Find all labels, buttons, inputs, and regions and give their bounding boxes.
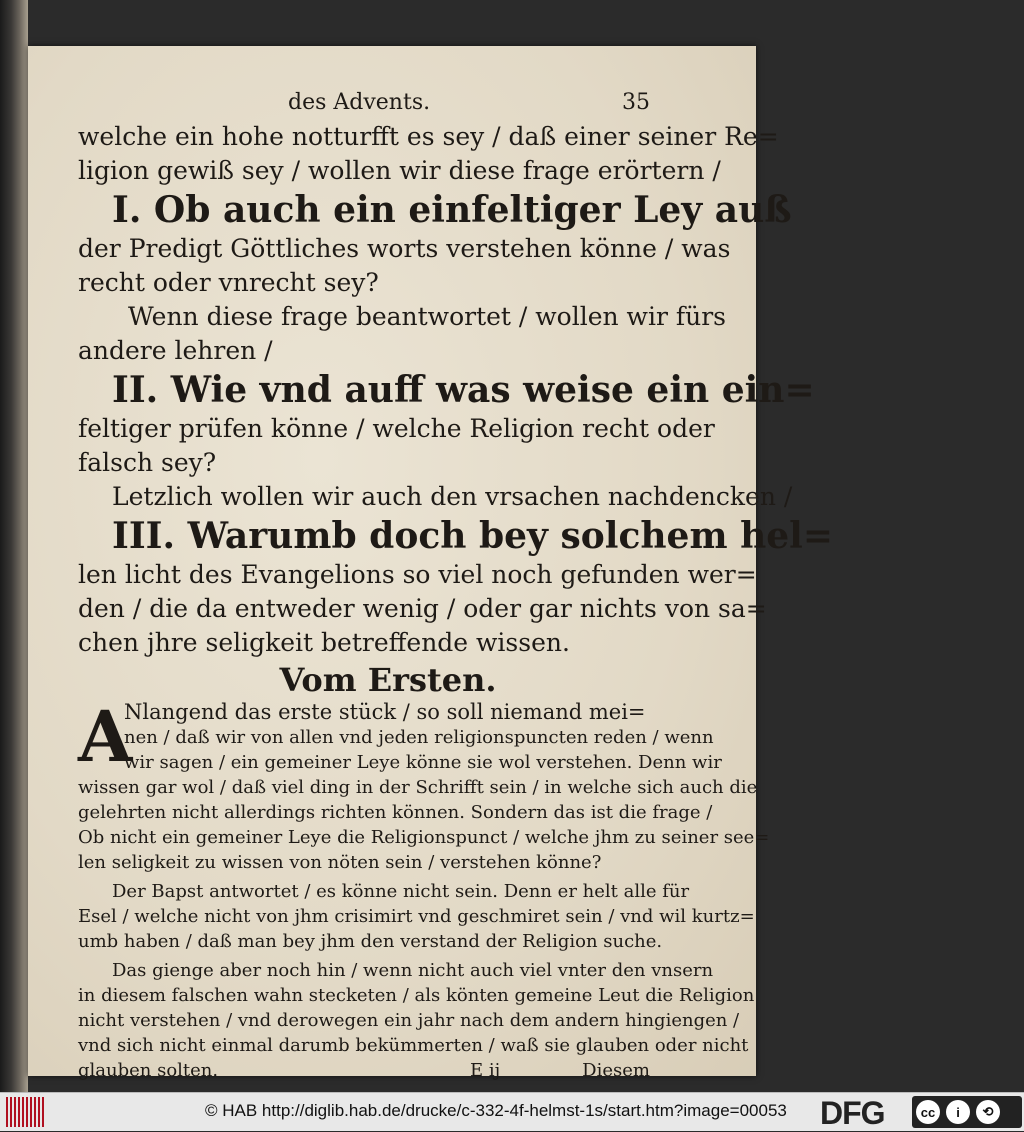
question-two: II. Wie vnd auff was weise ein ein=: [112, 369, 815, 411]
catchword-line: [78, 1058, 658, 1084]
text-line: wir sagen / ein gemeiner Leye könne sie wol verstehen. Denn wir: [124, 752, 722, 773]
paragraph-with-dropcap: [78, 695, 722, 778]
text-line: Ob nicht ein gemeiner Leye die Religionspunct / welche jhm zu seiner see=: [78, 827, 770, 848]
page-number: 35: [622, 90, 650, 115]
cc-icon: cc: [916, 1100, 940, 1124]
text-line: Wenn diese frage beantwortet / wollen wir fürs: [128, 302, 726, 331]
text-line: len licht des Evangelions so viel noch gefunden wer=: [78, 560, 757, 589]
text-line: in diesem falschen wahn stecketen / als könten gemeine Leut die Religion: [78, 985, 755, 1006]
section-heading: Vom Ersten.: [279, 661, 497, 699]
text-line: vnd sich nicht einmal darumb bekümmerten / waß sie glauben oder nicht: [78, 1035, 749, 1056]
signature-mark: E ij: [470, 1060, 501, 1081]
text-line: Das gienge aber noch hin / wenn nicht auch viel vnter den vnsern: [112, 960, 714, 981]
dropcap-letter: A: [78, 695, 133, 778]
text-line: len seligkeit zu wissen von nöten sein / verstehen könne?: [78, 852, 602, 873]
text-line: recht oder vnrecht sey?: [78, 268, 379, 297]
page-text: [78, 90, 833, 1084]
text-line: feltiger prüfen könne / welche Religion recht oder: [78, 414, 715, 443]
question-three: III. Warumb doch bey solchem hel=: [112, 515, 833, 557]
text-line: wissen gar wol / daß viel ding in der Schrifft sein / in welche sich auch die: [78, 777, 758, 798]
dropcap-lines: [78, 695, 722, 778]
text-line: Der Bapst antwortet / es könne nicht sein. Denn er helt alle für: [112, 881, 690, 902]
text-line: Nlangend das erste stück / so soll niemand mei=: [124, 700, 646, 724]
running-head: des Advents.: [288, 90, 431, 115]
page-header: [78, 90, 658, 120]
text-line: gelehrten nicht allerdings richten können. Sondern das ist die frage /: [78, 802, 713, 823]
question-one: I. Ob auch ein einfeltiger Ley auß: [112, 189, 792, 231]
text-line: nicht verstehen / vnd derowegen ein jahr nach dem andern hingiengen /: [78, 1010, 740, 1031]
text-line: nen / daß wir von allen vnd jeden religionspuncten reden / wenn: [124, 727, 714, 748]
text-line: andere lehren /: [78, 336, 273, 365]
copyright-link[interactable]: © HAB http://diglib.hab.de/drucke/c-332-4f-helmst-1s/start.htm?image=00053: [205, 1101, 787, 1120]
viewer-footer: [0, 1092, 1024, 1131]
text-line: chen jhre seligkeit betreffende wissen.: [78, 628, 570, 657]
by-icon: i: [946, 1100, 970, 1124]
text-line: Esel / welche nicht von jhm crisimirt vnd geschmiret sein / vnd wil kurtz=: [78, 906, 755, 927]
text-line: falsch sey?: [78, 448, 217, 477]
hab-logo-icon: [6, 1097, 46, 1127]
text-line: der Predigt Göttliches worts verstehen könne / was: [78, 234, 731, 263]
last-line: glauben solten.: [78, 1060, 219, 1081]
dfg-logo[interactable]: DFG: [820, 1095, 885, 1131]
text-line: ligion gewiß sey / wollen wir diese frage erörtern /: [78, 156, 721, 185]
cc-license-badge[interactable]: [912, 1096, 1022, 1128]
text-line: Letzlich wollen wir auch den vrsachen nachdencken /: [112, 482, 793, 511]
catchword: Diesem: [582, 1060, 650, 1081]
text-line: welche ein hohe notturfft es sey / daß einer seiner Re=: [78, 122, 779, 151]
text-line: umb haben / daß man bey jhm den verstand der Religion suche.: [78, 931, 663, 952]
book-edge: [0, 0, 28, 1092]
sa-icon: ⟲: [976, 1100, 1000, 1124]
book-page: [28, 46, 833, 1081]
text-line: den / die da entweder wenig / oder gar nichts von sa=: [78, 594, 767, 623]
